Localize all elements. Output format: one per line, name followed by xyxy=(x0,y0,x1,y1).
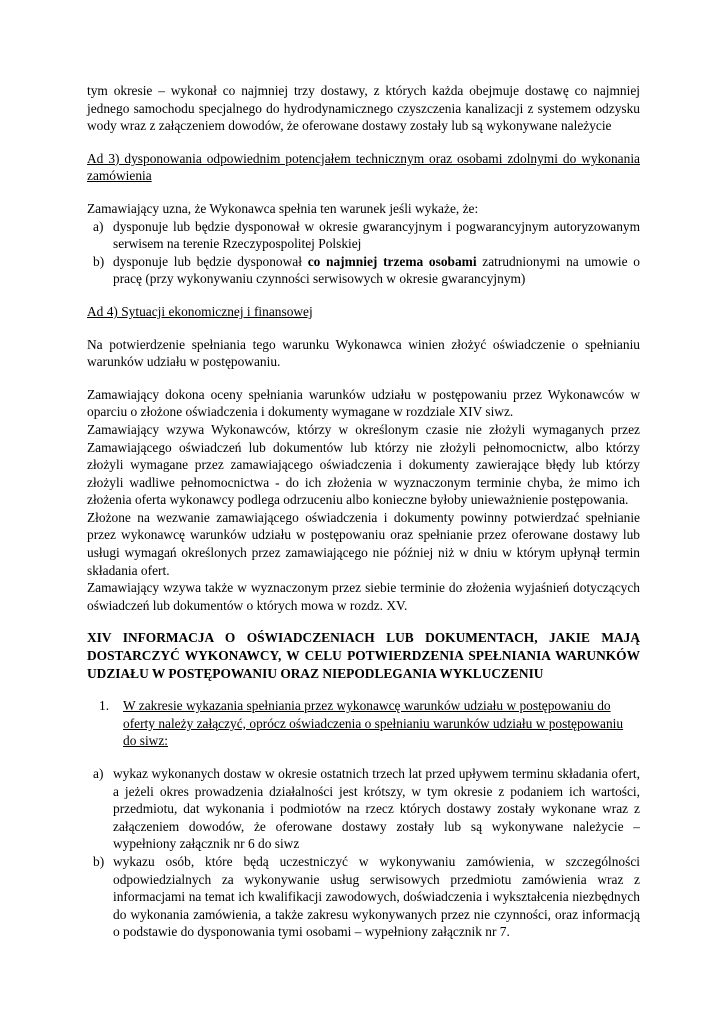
document-page xyxy=(87,82,640,941)
intro-paragraph: tym okresie – wykonał co najmniej trzy dostawy, z których każda obejmuje dostawę co najmniej jednego samochodu specjalnego do hydrodynamicznego czyszczenia kanalizacji z systemem odzysku wody wraz z załączeniem dowodów, że oferowane dostawy zostały lub są wykonywane należycie xyxy=(87,83,640,134)
list-marker: 1. xyxy=(99,698,110,714)
assessment-paragraph: Złożone na wezwanie zamawiającego oświadczenia i dokumenty powinny potwierdzać spełnianie przez wykonawcę warunków udziału w postępowaniu oraz spełnianie przez oferowane dostawy lub usługi wymagań określonych przez zamawiającego nie później niż w dniu w którym upłynął termin składania ofert. xyxy=(87,509,640,578)
ad4-paragraph: Na potwierdzenie spełniania tego warunku Wykonawca winien złożyć oświadczenie o spełnianiu warunków udziału w postępowaniu. xyxy=(87,336,640,370)
section-heading: XIV INFORMACJA O OŚWIADCZENIACH LUB DOKUMENTACH, JAKIE MAJĄ DOSTARCZYĆ WYKONAWCY, W CELU POTWIERDZENIA SPEŁNIANIA WARUNKÓW UDZIAŁU W POSTĘPOWANIU ORAZ NIEPODLEGANIA WYKLUCZENIU xyxy=(87,630,640,681)
list-marker: b) xyxy=(93,253,105,269)
list-item xyxy=(87,218,640,253)
list-item-text xyxy=(113,253,640,288)
list-item xyxy=(87,765,640,853)
list-item-text-part: dysponuje lub będzie dysponował xyxy=(113,253,308,269)
section14-list xyxy=(87,765,640,941)
ad4-title: Ad 4) Sytuacji ekonomicznej i finansowej xyxy=(87,303,313,319)
assessment-paragraph: Zamawiający wzywa także w wyznaczonym przez siebie terminie do złożenia wyjaśnień dotyczących oświadczeń lub dokumentów o których mowa w rozdz. XV. xyxy=(87,580,640,613)
list-marker: a) xyxy=(93,766,104,781)
list-item xyxy=(87,253,640,288)
list-item-text: dysponuje lub będzie dysponował w okresie gwarancyjnym i pogwarancyjnym autoryzowanym serwisem na terenie Rzeczypospolitej Polskiej xyxy=(113,218,640,252)
ad3-list xyxy=(87,218,640,288)
list-marker: a) xyxy=(93,218,104,234)
ad3-title: Ad 3) dysponowania odpowiednim potencjałem technicznym oraz osobami zdolnymi do wykonania zamówienia xyxy=(87,150,640,184)
list-item-text-part: zatrudnionymi na umowie o pracę (przy wykonywaniu czynności serwisowych w okresie gwarancyjnym) xyxy=(113,253,640,287)
assessment-paragraph: Zamawiający dokona oceny spełniania warunków udziału w postępowaniu przez Wykonawców w oparciu o złożone oświadczenia i dokumenty wymagane w rozdziale XIV siwz. xyxy=(87,386,640,420)
assessment-paragraph: Zamawiający wzywa Wykonawców, którzy w określonym czasie nie złożyli wymaganych przez Zamawiającego oświadczeń lub dokumentów lub którzy nie złożyli pełnomocnictw, albo którzy złożyli wymagane przez zamawiającego oświadczenia i dokumenty zawierające błędy lub którzy złożyli wadliwe pełnomocnictwa - do ich złożenia w wyznaczonym terminie chyba, że mimo ich złożenia oferta wykonawcy podlega odrzuceniu albo konieczne byłoby unieważnienie postępowania. xyxy=(87,421,640,508)
ad3-lead: Zamawiający uzna, że Wykonawca spełnia ten warunek jeśli wykaże, że: xyxy=(87,200,479,216)
list-item-text: wykaz wykonanych dostaw w okresie ostatnich trzech lat przed upływem terminu składania ofert, a jeżeli okres prowadzenia działalności jest krótszy, w tym okresie z podaniem ich wartości, przedmiotu, dat wykonania i podmiotów na rzecz których dostawy zostały wykonane wraz z załączeniem dowodów, że oferowane dostawy zostały lub są wykonywane należycie – wypełniony załącznik nr 6 do siwz xyxy=(113,766,640,852)
numbered-item-text: W zakresie wykazania spełniania przez wykonawcę warunków udziału w postępowaniu do oferty należy załączyć, oprócz oświadczenia o spełnianiu warunków udziału w postępowaniu do siwz: xyxy=(123,698,624,749)
numbered-item xyxy=(87,697,640,750)
emphasis-text: co najmniej trzema osobami xyxy=(307,253,477,269)
list-marker: b) xyxy=(93,853,105,869)
list-item xyxy=(87,853,640,941)
list-item-text: wykazu osób, które będą uczestniczyć w wykonywaniu zamówienia, w szczególności odpowiedzialnych za wykonywanie usług serwisowych przedmiotu zamówienia wraz z informacjami na temat ich kwalifikacji zawodowych, doświadczenia i wykształcenia niezbędnych do wykonania zamówienia, a także zakresu wykonywanych przez nie czynności, oraz informacją o podstawie do dysponowania tymi osobami – wypełniony załącznik nr 7. xyxy=(113,853,640,940)
